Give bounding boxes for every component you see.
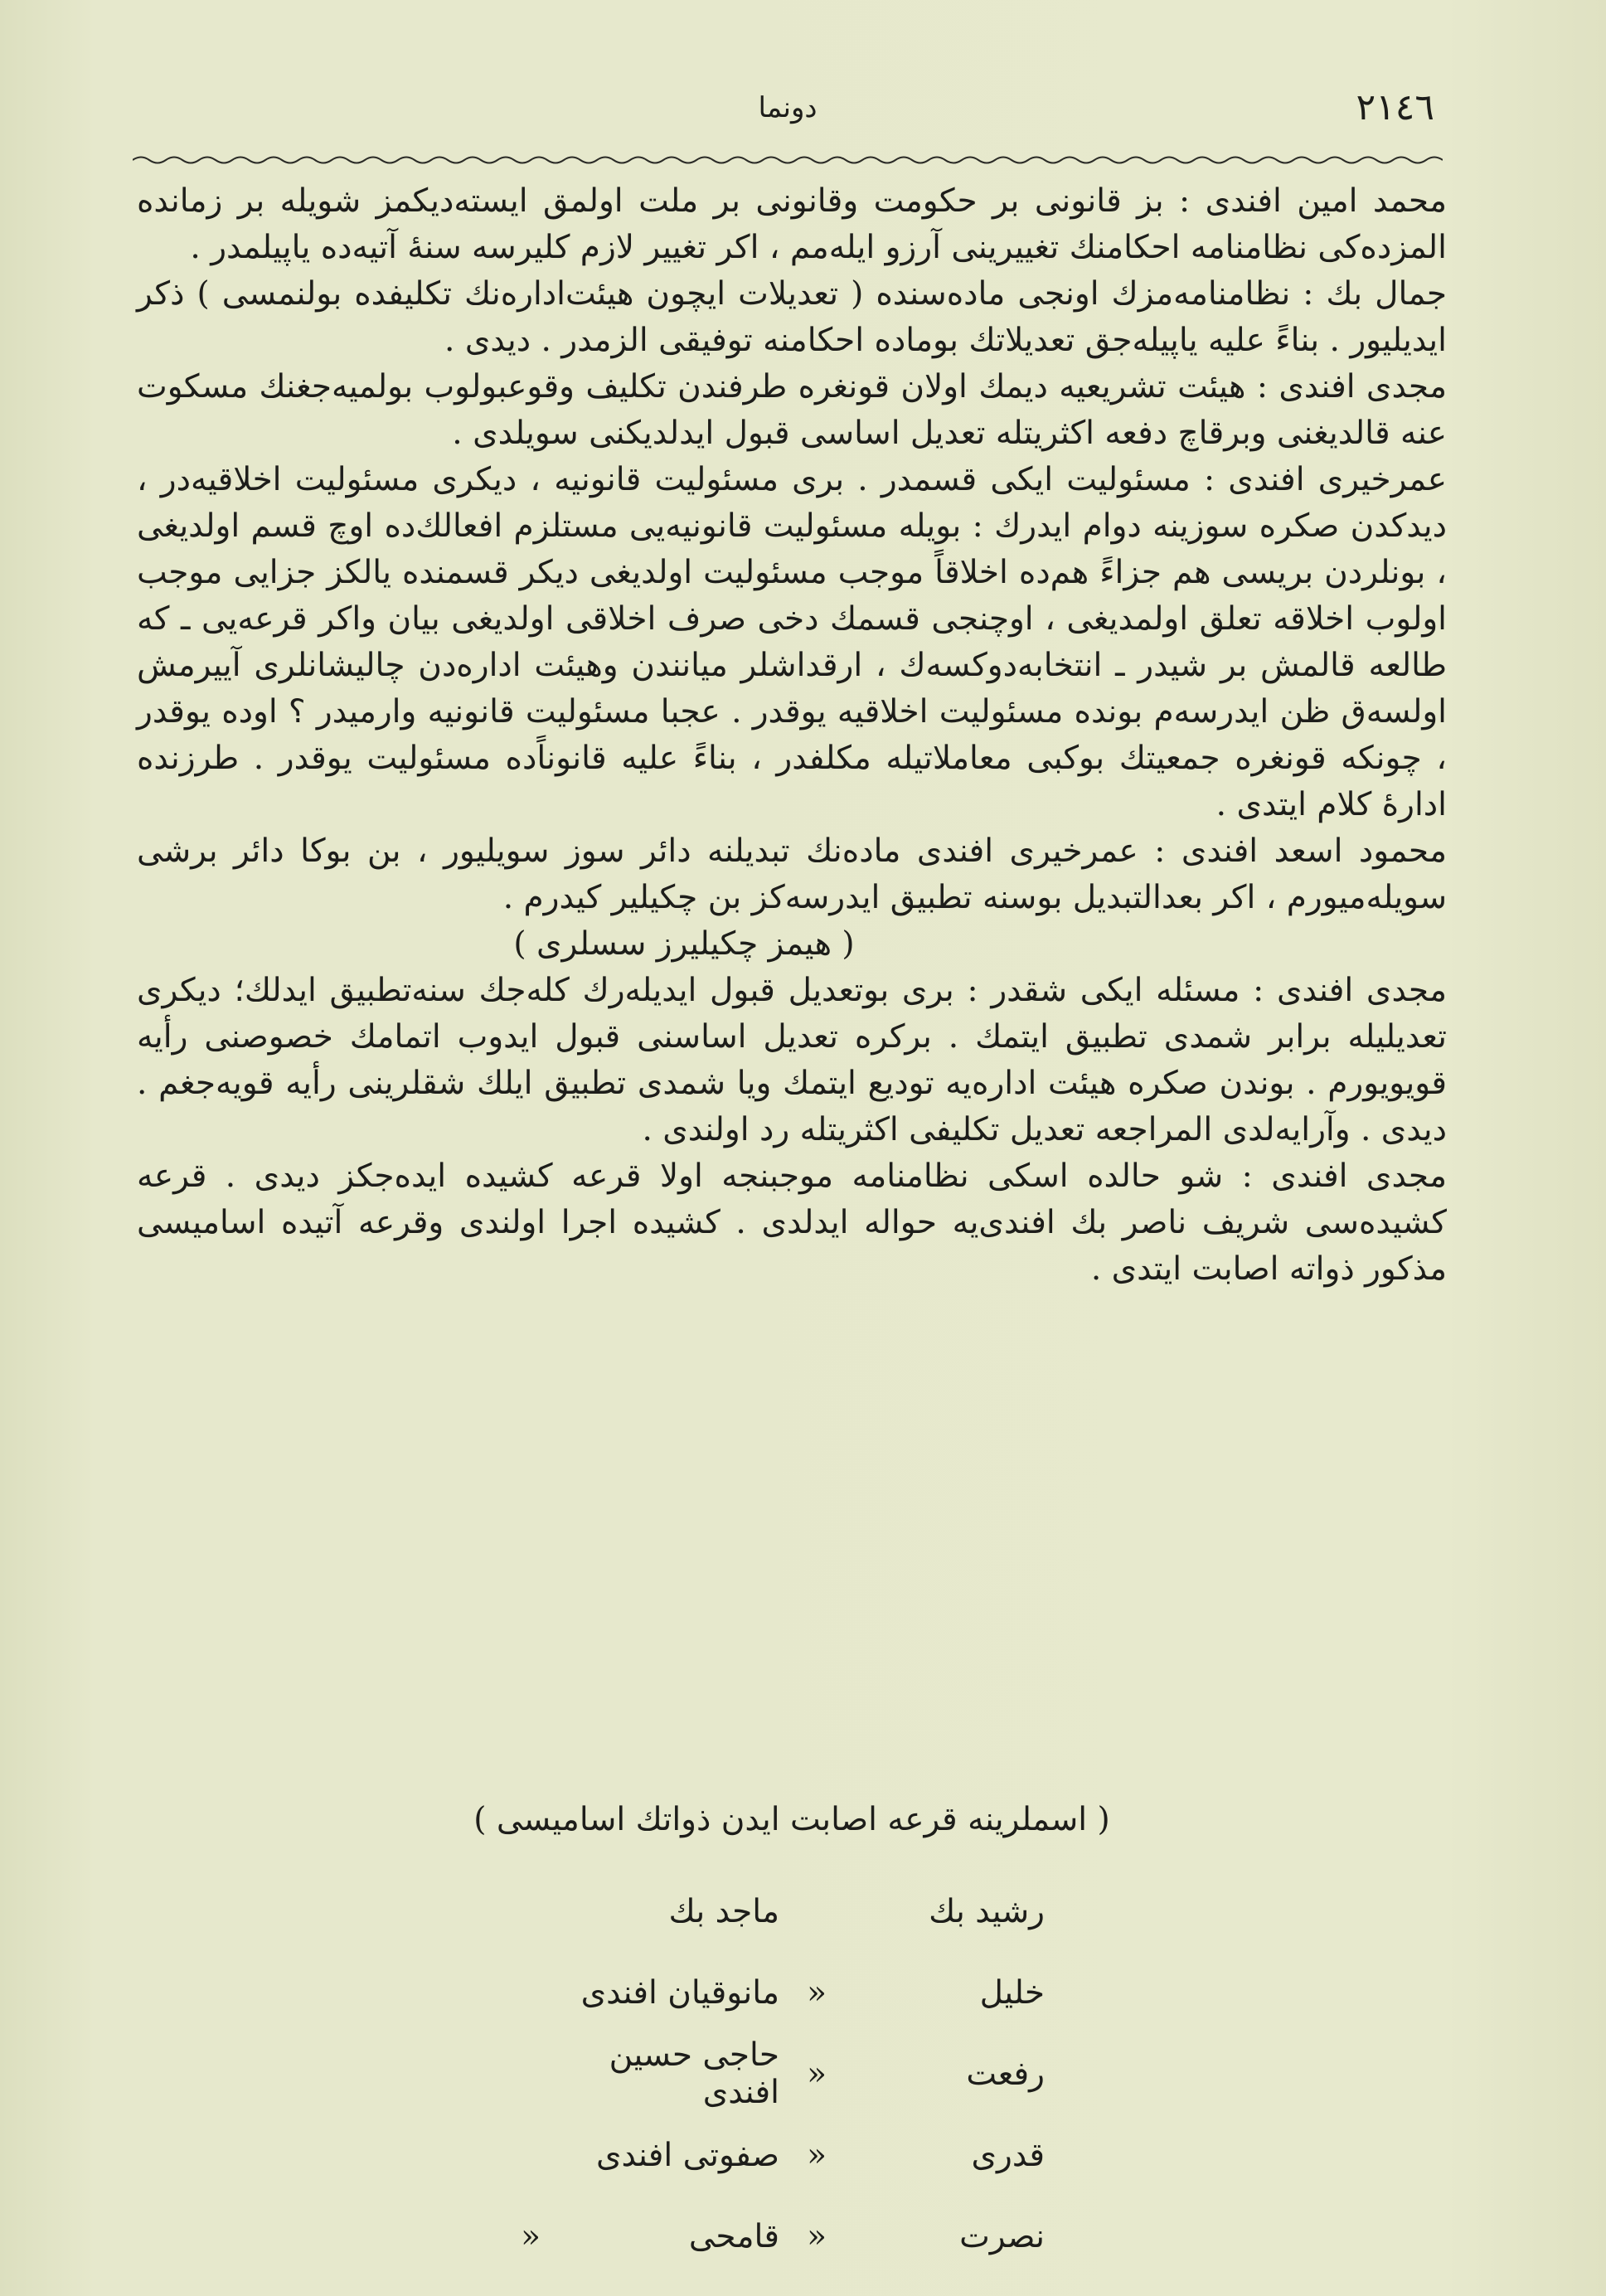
name-first: نصرت	[959, 2217, 1045, 2255]
ditto-mark: «	[807, 2136, 827, 2174]
name-row	[464, 2114, 1045, 2196]
ditto-mark: «	[807, 2217, 827, 2255]
paragraph-mecdi-3: مجدی افندی : شو حالده اسکی نظامنامه موجبنجه اولا قرعه کشيده ايده‌جکز ديدی . قرعه کشيده‌سی شريف ناصر بك افندی‌يه حواله ايدلدی . کشيده اجرا اولندی وقرعه آتيده اساميسی مذکور ذواته اصابت ايتدی .	[137, 1158, 1447, 1288]
paragraph-mecdi-1: مجدی افندی : هيئت تشريعيه ديمك اولان قونغره طرفندن تکليف وقوعبولوب بولميه‌جغنك مسکوت عنه قالديغنی وبرقاچ دفعه اکثريتله تعديل اساسی قبول ايدلديکنی سويلدی .	[137, 368, 1447, 452]
paragraph-cemal-bey: جمال بك : نظامنامه‌مزك اونجی ماده‌سنده ( تعديلات ايچون هيئت‌اداره‌نك تکليفده بولنمسی ) ذکر ايديليور . بناءً عليه ياپيله‌جق تعديلاتك بوماده احکامنه توفيقی الزمدر . ديدی .	[137, 275, 1447, 359]
names-list	[464, 1871, 1045, 2277]
body-text	[137, 178, 1447, 1293]
name-first: خليل	[979, 1973, 1045, 2012]
page-number: ٢١٤٦	[1356, 86, 1434, 129]
running-title: دونما	[758, 91, 818, 124]
names-list-title: ( اسملرينه قرعه اصابت ايدن ذواتك اساميسی )	[473, 1801, 1110, 1838]
paragraph-mehmed-emin: محمد امين افندی : بز قانونی بر حکومت وقانونی بر ملت اولمق ايسته‌ديکمز شويله بر زمانده المزده‌کی نظامنامه احکامنك تغييرينی آرزو ايله‌مم ، اکر تغيير لازم کليرسه سنهٔ آتيه‌ده ياپيلمدر .	[137, 182, 1447, 266]
page-header	[141, 86, 1434, 144]
name-second: ماجد بك	[668, 1892, 779, 1930]
name-second: حاجی حسين افندی	[609, 2036, 779, 2111]
ditto-mark: «	[521, 2217, 541, 2255]
paragraph-mahmud-esad: محمود اسعد افندی : عمرخيری افندی ماده‌نك تبديلنه دائر سوز سويليور ، بن بوکا دائر برشی سويله‌ميورم ، اکر بعدالتبديل بوسنه تطبيق ايدرسه‌کز بن چکيلير کيدرم .	[137, 832, 1447, 916]
paragraph-omer-hayri: عمرخيری افندی : مسئوليت ايکی قسمدر . بری مسئوليت قانونيه ، ديکری مسئوليت اخلاقيه‌در ، ديدکدن صکره سوزينه دوام ايدرك : بويله مسئوليت قانونيه‌يی مستلزم افعالك‌ده اوچ قسم اولديغی ، بونلردن بريسی هم جزاءً هم‌ده اخلاقاً موجب مسئوليت اولديغی ديکر قسمنده يالکز جزايی موجب اولوب اخلاقه تعلق اولمديغی ، اوچنجی قسمك دخی صرف اخلاقی اولديغی بيان واکر قرعه‌يی ـ که طالعه قالمش بر شيدر ـ انتخابه‌دوکسه‌ك ، ارقداشلر ميانندن وهيئت اداره‌دن چاليشانلری آييرمش اولسه‌ق ظن ايدرسه‌م بونده مسئوليت اخلاقيه يوقدر . عجبا مسئوليت قانونيه وارميدر ؟ اوده يوقدر ، چونکه قونغره جمعيتك بوکبی معاملاتيله مکلفدر ، بناءً عليه قانوناً‌ده مسئوليت يوقدر . طرزنده ادارهٔ کلام ايتدی .	[137, 461, 1447, 823]
name-first: رشيد بك	[929, 1892, 1045, 1930]
name-row	[464, 2196, 1045, 2277]
name-first: رفعت	[966, 2055, 1045, 2093]
ditto-mark: «	[807, 1973, 827, 2012]
name-second: قامحی	[688, 2217, 779, 2255]
header-rule	[133, 154, 1443, 166]
name-first: قدری	[971, 2136, 1045, 2174]
paragraph-mecdi-2: مجدی افندی : مسئله ايکی شقدر : بری بوتعديل قبول ايديله‌رك کله‌جك سنه‌تطبيق ايدلك؛ ديکری تعديليله برابر شمدی تطبيق ايتمك . برکره تعديل اساسنی قبول ايدوب اتمامك خصوصنی رأيه قويويورم . بوندن صکره هيئت اداره‌يه توديع ايتمك ويا شمدی تطبيق ايلك شقلرينی رأيه قويه‌جغم . ديدی . وآرايه‌لدی المراجعه تعديل تکليفی اکثريتله رد اولندی .	[137, 972, 1447, 1148]
name-row	[464, 1952, 1045, 2033]
name-second: صفوتی افندی	[596, 2136, 779, 2174]
name-row	[464, 2033, 1045, 2114]
name-row	[464, 1871, 1045, 1952]
paragraph-voices-note: ( هيمز چکيليرز سسلری )	[513, 925, 855, 963]
ditto-mark: «	[807, 2055, 827, 2093]
name-second: مانوقيان افندی	[580, 1973, 779, 2012]
